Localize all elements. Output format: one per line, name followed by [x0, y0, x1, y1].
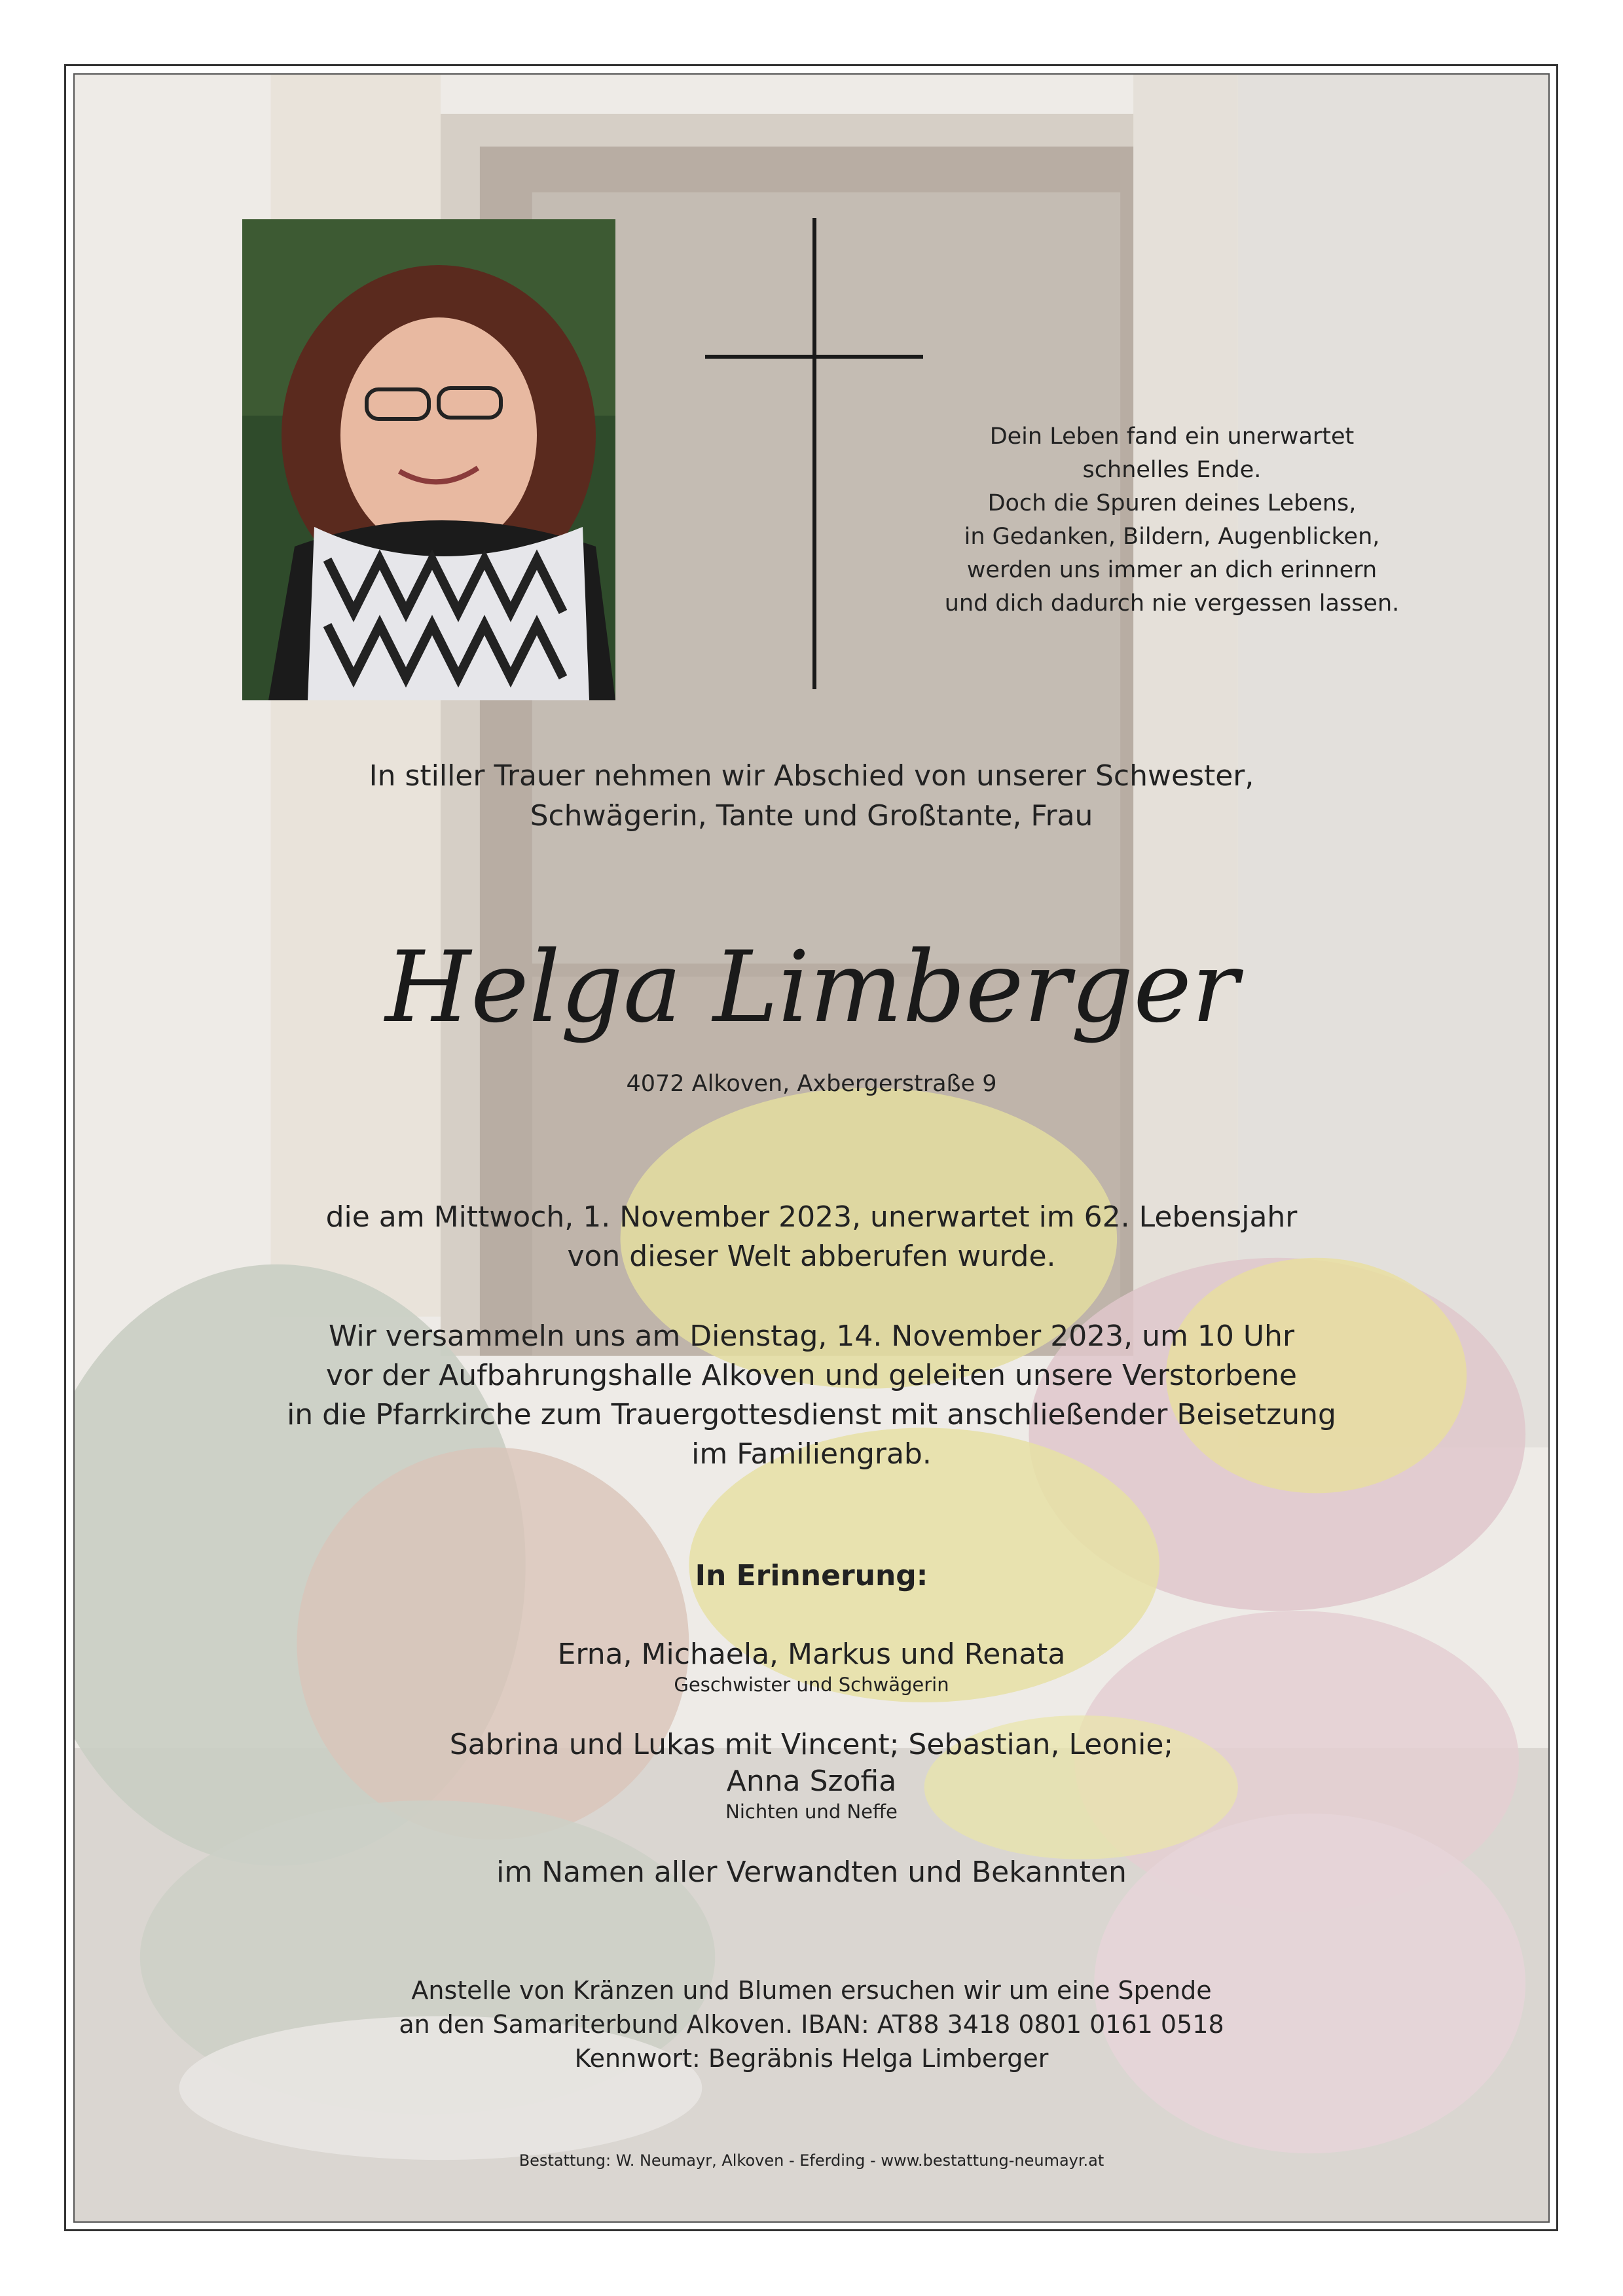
poem-line: schnelles Ende. — [1082, 457, 1262, 483]
funeral-line: Wir versammeln uns am Dienstag, 14. November 2023, um 10 Uhr — [328, 1319, 1295, 1353]
donation-line: an den Samariterbund Alkoven. IBAN: AT88 3418 0801 0161 0518 — [399, 2010, 1224, 2039]
poem-line: Dein Leben fand ein unerwartet — [989, 423, 1355, 450]
funeral-home-footer: Bestattung: W. Neumayr, Alkoven - Eferding - www.bestattung-neumayr.at — [519, 2151, 1104, 2170]
poem-line: Doch die Spuren deines Lebens, — [987, 490, 1357, 516]
portrait-photo — [242, 219, 615, 700]
intro-line: In stiller Trauer nehmen wir Abschied von unserer Schwester, — [369, 759, 1254, 793]
poem-line: werden uns immer an dich erinnern — [966, 557, 1377, 583]
cross-icon-vertical — [812, 218, 816, 689]
family-group-nieces — [0, 1727, 1623, 1823]
deceased-name-text: Helga Limberger — [385, 931, 1239, 1045]
poem-line: und dich dadurch nie vergessen lassen. — [944, 590, 1400, 617]
donation-line: Kennwort: Begräbnis Helga Limberger — [574, 2044, 1049, 2073]
family-relation: Geschwister und Schwägerin — [674, 1674, 949, 1696]
family-names: Anna Szofia — [726, 1765, 897, 1798]
address: 4072 Alkoven, Axbergerstraße 9 — [626, 1071, 997, 1097]
family-names: Erna, Michaela, Markus und Renata — [557, 1638, 1066, 1671]
family-others: im Namen aller Verwandten und Bekannten — [496, 1856, 1127, 1889]
funeral-line: in die Pfarrkirche zum Trauergottesdienst mit anschließender Beisetzung — [287, 1398, 1336, 1431]
poem-line: in Gedanken, Bildern, Augenblicken, — [964, 524, 1380, 550]
death-notice — [0, 1198, 1623, 1276]
intro-line: Schwägerin, Tante und Großtante, Frau — [530, 799, 1093, 833]
death-line: von dieser Welt abberufen wurde. — [567, 1240, 1056, 1273]
death-line: die am Mittwoch, 1. November 2023, unerwartet im 62. Lebensjahr — [325, 1200, 1298, 1234]
family-relation: Nichten und Neffe — [725, 1801, 898, 1823]
family-names: Sabrina und Lukas mit Vincent; Sebastian, Leonie; — [449, 1728, 1174, 1761]
donation-line: Anstelle von Kränzen und Blumen ersuchen wir um eine Spende — [411, 1976, 1212, 2005]
donation-request — [0, 1973, 1623, 2075]
deceased-name-script — [367, 900, 1257, 1096]
funeral-line: vor der Aufbahrungshalle Alkoven und geleiten unsere Verstorbene — [326, 1359, 1297, 1392]
intro-text — [0, 756, 1623, 836]
family-group-siblings — [0, 1636, 1623, 1696]
portrait-image — [242, 219, 615, 700]
memorial-poem — [897, 420, 1447, 620]
cross-icon-horizontal — [705, 355, 923, 359]
deceased-name — [367, 900, 1257, 1096]
memory-heading: In Erinnerung: — [695, 1559, 928, 1592]
funeral-details — [0, 1317, 1623, 1474]
funeral-line: im Familiengrab. — [691, 1437, 932, 1471]
